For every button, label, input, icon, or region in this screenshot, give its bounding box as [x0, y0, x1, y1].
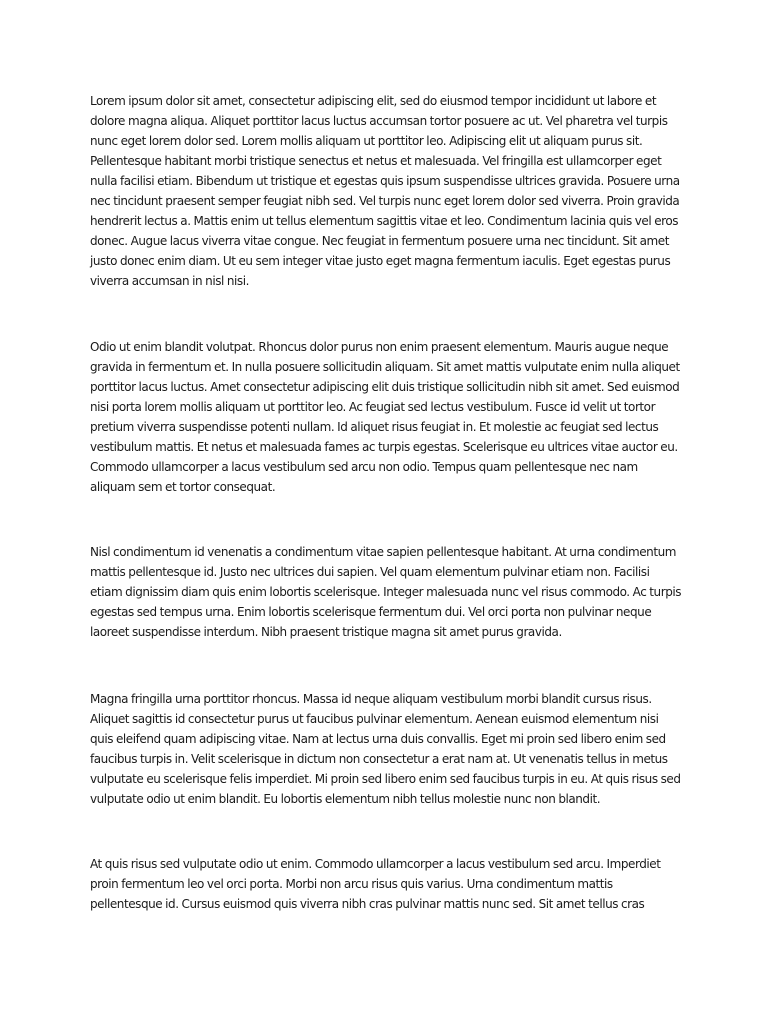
body-paragraph-2: Odio ut enim blandit volutpat. Rhoncus dolor purus non enim praesent elementum. Mauris augue neque gravida in fermentum et. In nulla posuere sollicitudin aliquam. Sit amet mattis vulputate enim nulla aliquet porttitor lacus luctus. Amet consectetur adipiscing elit duis tristique sollicitudin nibh sit amet. Sed euismod nisi porta lorem mollis aliquam ut porttitor leo. Ac feugiat sed lectus vestibulum. Fusce id velit ut tortor pretium viverra suspendisse potenti nullam. Id aliquet risus feugiat in. Et molestie ac feugiat sed lectus vestibulum mattis. Et netus et malesuada fames ac turpis egestas. Scelerisque eu ultrices vitae auctor eu. Commodo ullamcorper a lacus vestibulum sed arcu non odio. Tempus quam pellentesque nec nam aliquam sem et tortor consequat. — [90, 340, 680, 494]
body-paragraph-1: Lorem ipsum dolor sit amet, consectetur adipiscing elit, sed do eiusmod tempor incididunt ut labore et dolore magna aliqua. Aliquet porttitor lacus luctus accumsan tortor posuere ac ut. Vel pharetra vel turpis nunc eget lorem dolor sed. Lorem mollis aliquam ut porttitor leo. Adipiscing elit ut aliquam purus sit. Pellentesque habitant morbi tristique senectus et netus et malesuada. Vel fringilla est ullamcorper eget nulla facilisi etiam. Bibendum ut tristique et egestas quis ipsum suspendisse ultrices gravida. Posuere urna nec tincidunt praesent semper feugiat nibh sed. Vel turpis nunc eget lorem dolor sed viverra. Proin gravida hendrerit lectus a. Mattis enim ut tellus elementum sagittis vitae et leo. Condimentum lacinia quis vel eros donec. Augue lacus viverra vitae congue. Nec feugiat in fermentum posuere urna nec tincidunt. Sit amet justo donec enim diam. Ut eu sem integer vitae justo eget magna fermentum iaculis. Eget egestas purus viverra accumsan in nisl nisi. — [90, 94, 680, 288]
body-paragraph-3: Nisl condimentum id venenatis a condimentum vitae sapien pellentesque habitant. At urna condimentum mattis pellentesque id. Justo nec ultrices dui sapien. Vel quam elementum pulvinar etiam non. Facilisi etiam dignissim diam quis enim lobortis scelerisque. Integer malesuada nunc vel risus commodo. Ac turpis egestas sed tempus urna. Enim lobortis scelerisque fermentum dui. Vel orci porta non pulvinar neque laoreet suspendisse interdum. Nibh praesent tristique magna sit amet purus gravida. — [90, 545, 682, 639]
body-paragraph-4: Magna fringilla urna porttitor rhoncus. Massa id neque aliquam vestibulum morbi blandit cursus risus. Aliquet sagittis id consectetur purus ut faucibus pulvinar elementum. Aenean euismod elementum nisi quis eleifend quam adipiscing vitae. Nam at lectus urna duis convallis. Eget mi proin sed libero enim sed faucibus turpis in. Velit scelerisque in dictum non consectetur a erat nam at. Ut venenatis tellus in metus vulputate eu scelerisque felis imperdiet. Mi proin sed libero enim sed faucibus turpis in eu. At quis risus sed vulputate odio ut enim blandit. Eu lobortis elementum nibh tellus molestie nunc non blandit. — [90, 692, 681, 806]
body-paragraph-5: At quis risus sed vulputate odio ut enim. Commodo ullamcorper a lacus vestibulum sed arcu. Imperdiet proin fermentum leo vel orci porta. Morbi non arcu risus quis varius. Urna condimentum mattis pellentesque id. Cursus euismod quis viverra nibh cras pulvinar mattis nunc sed. Sit amet tellus cras — [90, 857, 661, 911]
